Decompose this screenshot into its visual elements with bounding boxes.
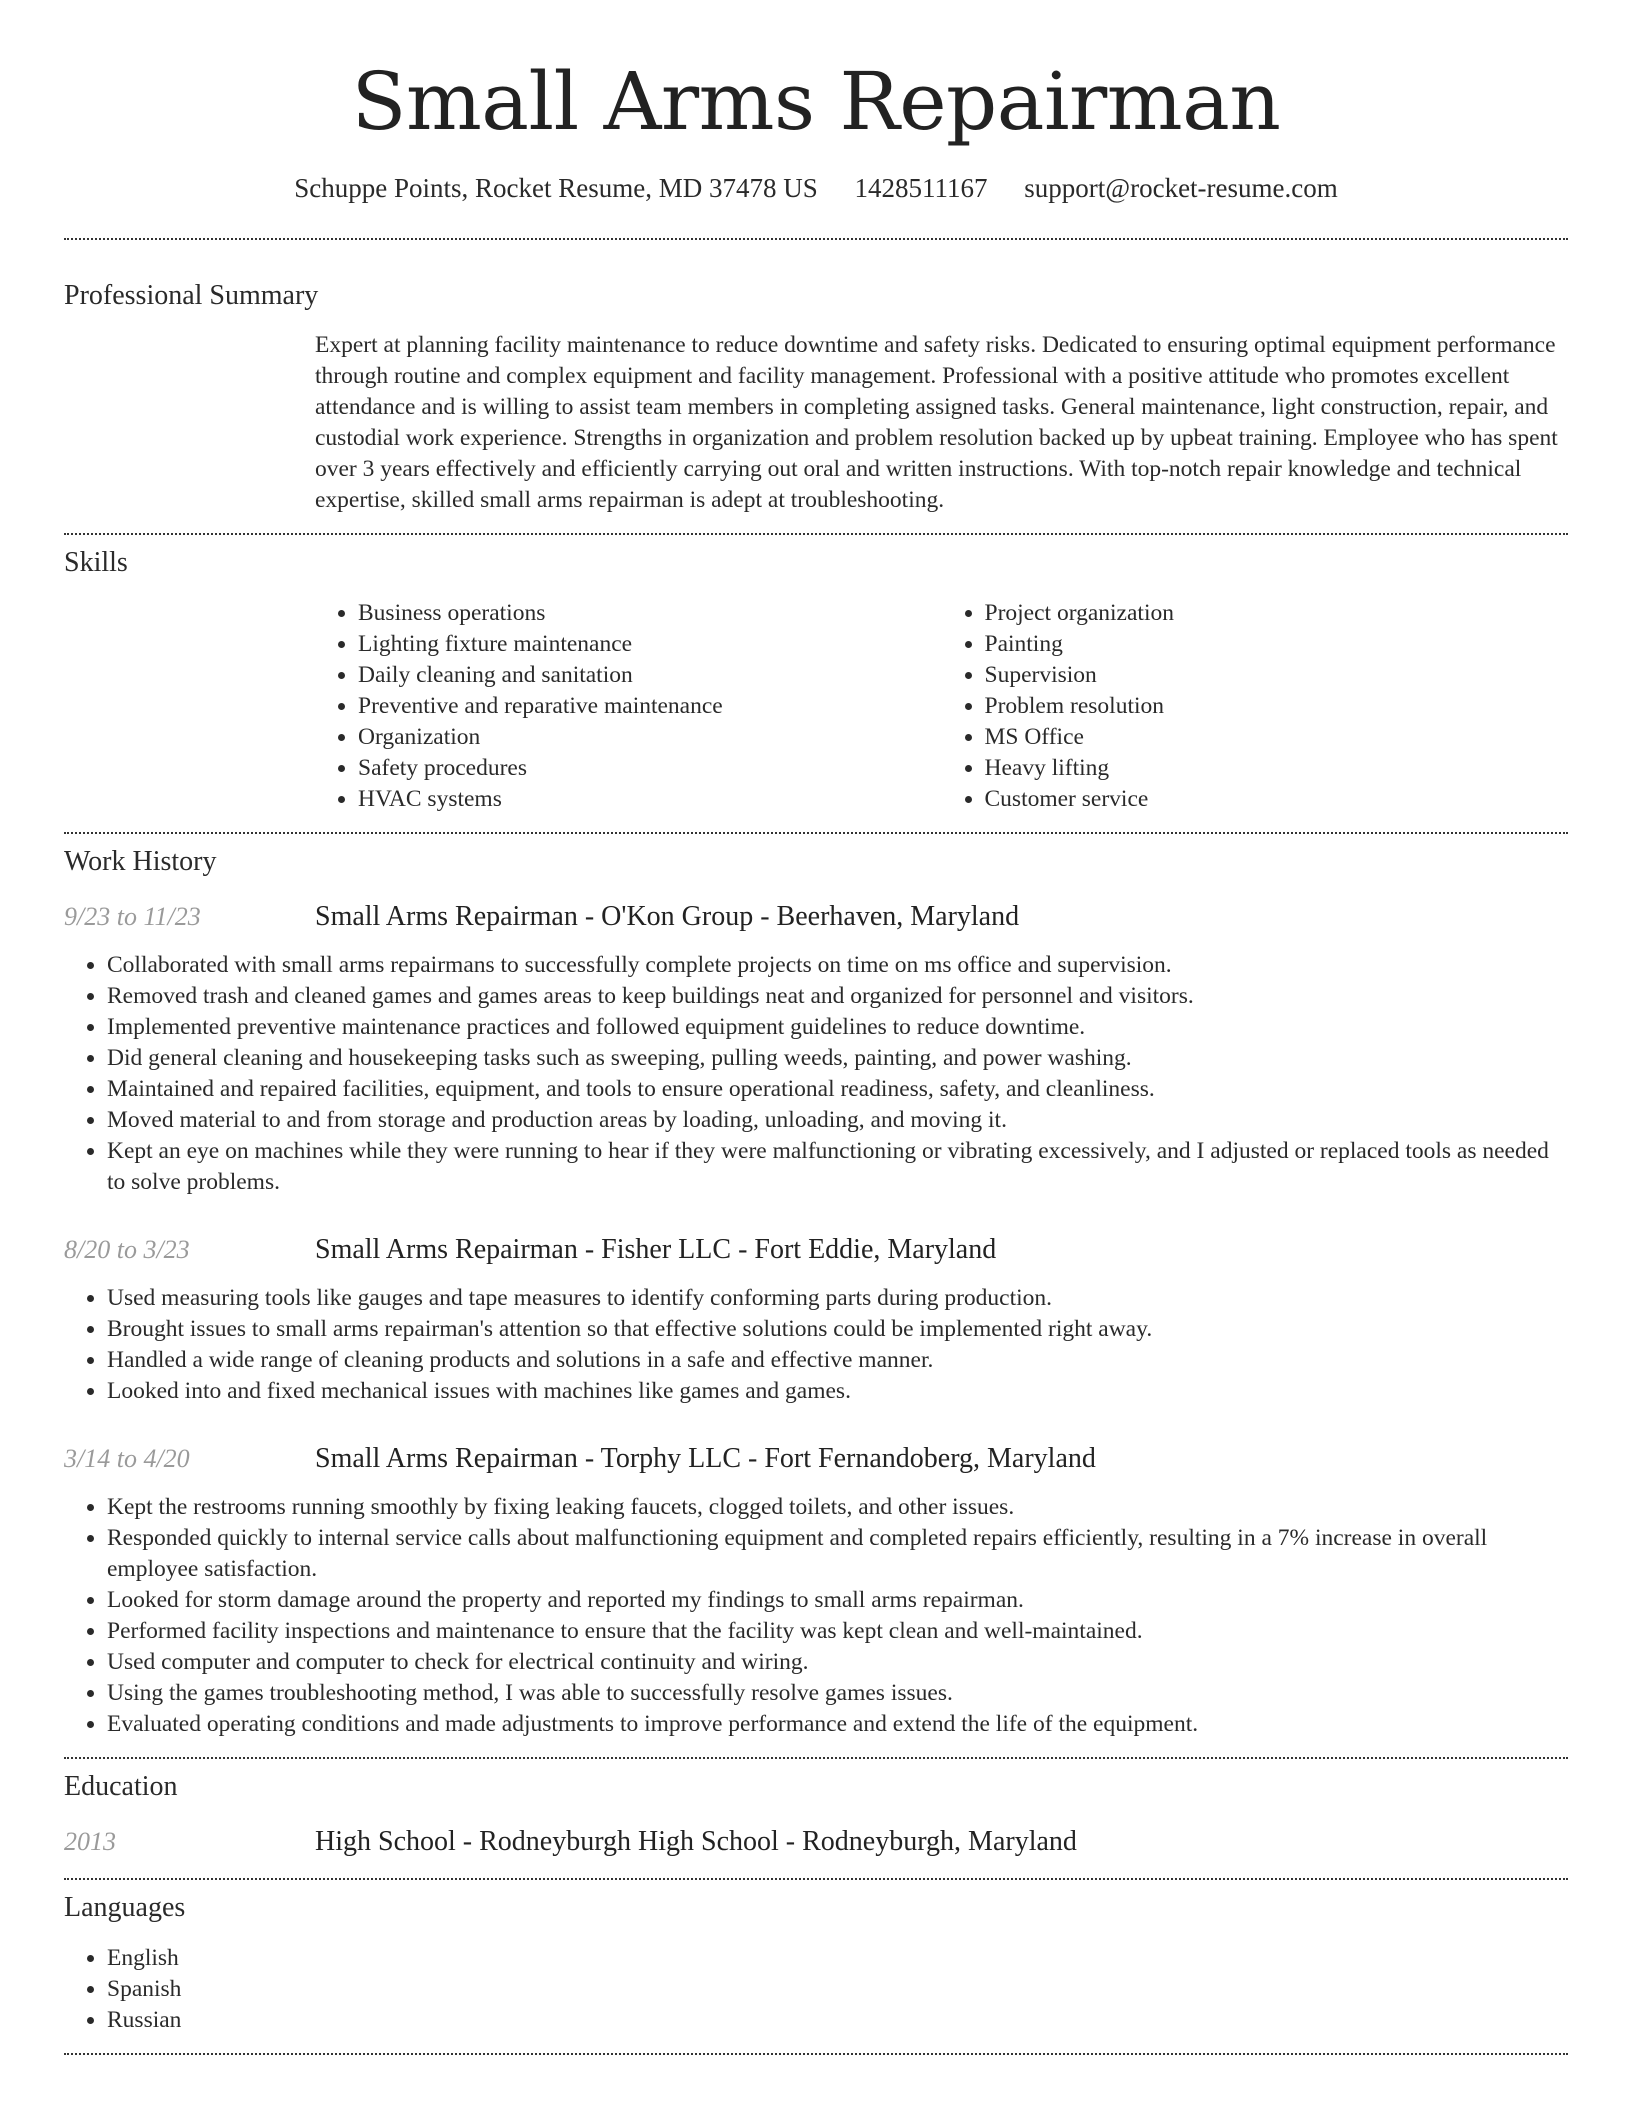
- job-header: [64, 901, 1568, 933]
- skills-columns: [315, 598, 1568, 815]
- section-title-skills: Skills: [64, 547, 128, 578]
- job-bullet: • Implemented preventive maintenance practices and followed equipment guidelines to reduce downtime.: [107, 1012, 1568, 1043]
- job-bullet: • Kept the restrooms running smoothly by fixing leaking faucets, clogged toilets, and other issues.: [107, 1492, 1568, 1523]
- job-dates: 9/23 to 11/23: [64, 902, 201, 931]
- job-title: Small Arms Repairman - Fisher LLC - Fort Eddie, Maryland: [315, 1234, 997, 1265]
- skill-item: • Heavy lifting: [985, 753, 1569, 784]
- languages-list: [64, 1943, 1568, 2036]
- job-bullet: • Brought issues to small arms repairman's attention so that effective solutions could be implemented right away.: [107, 1314, 1568, 1345]
- divider: [64, 2053, 1568, 2055]
- section-title-work: Work History: [64, 846, 217, 877]
- language-item: • Russian: [107, 2005, 1568, 2036]
- section-title-summary: Professional Summary: [64, 280, 319, 311]
- job-bullet: • Evaluated operating conditions and made adjustments to improve performance and extend the life of the equipment.: [107, 1709, 1568, 1740]
- education-entry: [64, 1826, 1568, 1858]
- job-bullet: • Performed facility inspections and maintenance to ensure that the facility was kept clean and well-maintained.: [107, 1616, 1568, 1647]
- job-bullets: [64, 1283, 1568, 1407]
- skill-item: • Painting: [985, 629, 1569, 660]
- resume-name: Small Arms Repairman: [351, 55, 1281, 148]
- skill-item: • Preventive and reparative maintenance: [358, 691, 942, 722]
- job-title: Small Arms Repairman - O'Kon Group - Beerhaven, Maryland: [315, 901, 1020, 932]
- job-bullet: • Used measuring tools like gauges and tape measures to identify conforming parts during production.: [107, 1283, 1568, 1314]
- job-header: [64, 1443, 1568, 1475]
- job-bullet: • Did general cleaning and housekeeping tasks such as sweeping, pulling weeds, painting, and power washing.: [107, 1043, 1568, 1074]
- skill-item: • Project organization: [985, 598, 1569, 629]
- job-bullet: • Looked into and fixed mechanical issues with machines like games and games.: [107, 1376, 1568, 1407]
- job-bullet: • Handled a wide range of cleaning products and solutions in a safe and effective manner.: [107, 1345, 1568, 1376]
- resume-page: [64, 0, 1568, 2055]
- divider: [64, 1757, 1568, 1759]
- job-dates: 8/20 to 3/23: [64, 1235, 190, 1264]
- skill-item: • HVAC systems: [358, 784, 942, 815]
- skill-item: • Daily cleaning and sanitation: [358, 660, 942, 691]
- divider: [64, 238, 1568, 240]
- divider: [64, 1878, 1568, 1880]
- contact-phone: 1428511167: [854, 173, 988, 203]
- skills-list-left: [315, 598, 942, 815]
- divider: [64, 533, 1568, 535]
- language-item: • English: [107, 1943, 1568, 1974]
- job-bullet: • Moved material to and from storage and production areas by loading, unloading, and moving it.: [107, 1105, 1568, 1136]
- section-title-education: Education: [64, 1771, 178, 1802]
- job-bullets: [64, 1492, 1568, 1740]
- job-bullets: [64, 950, 1568, 1198]
- language-item: • Spanish: [107, 1974, 1568, 2005]
- contact-email: support@rocket-resume.com: [1024, 173, 1338, 203]
- skill-item: • Lighting fixture maintenance: [358, 629, 942, 660]
- job-header: [64, 1234, 1568, 1266]
- divider: [64, 832, 1568, 834]
- skills-list-right: [942, 598, 1569, 815]
- skill-item: • Customer service: [985, 784, 1569, 815]
- education-year: 2013: [64, 1827, 116, 1856]
- skill-item: • Supervision: [985, 660, 1569, 691]
- job-bullet: • Collaborated with small arms repairmans to successfully complete projects on time on ms office and supervision.: [107, 950, 1568, 981]
- summary-text: Expert at planning facility maintenance to reduce downtime and safety risks. Dedicated to ensuring optimal equipment performance through routine and complex equipment and facility management. Professional with a positive attitude who promotes excellent attendance and is willing to assist team members in completing assigned tasks. General maintenance, light construction, repair, and custodial work experience. Strengths in organization and problem resolution backed up by upbeat training. Employee who has spent over 3 years effectively and efficiently carrying out oral and written instructions. With top-notch repair knowledge and technical expertise, skilled small arms repairman is adept at troubleshooting.: [315, 332, 1558, 513]
- job-bullet: • Maintained and repaired facilities, equipment, and tools to ensure operational readiness, safety, and cleanliness.: [107, 1074, 1568, 1105]
- section-title-languages: Languages: [64, 1892, 186, 1923]
- education-title: High School - Rodneyburgh High School - Rodneyburgh, Maryland: [315, 1826, 1077, 1857]
- job-bullet: • Kept an eye on machines while they were running to hear if they were malfunctioning or vibrating excessively, and I adjusted or replaced tools as needed to solve problems.: [107, 1136, 1568, 1198]
- contact-line: [64, 170, 1568, 206]
- skill-item: • Safety procedures: [358, 753, 942, 784]
- skill-item: • Organization: [358, 722, 942, 753]
- job-bullet: • Responded quickly to internal service calls about malfunctioning equipment and completed repairs efficiently, resulting in a 7% increase in overall employee satisfaction.: [107, 1523, 1568, 1585]
- contact-address: Schuppe Points, Rocket Resume, MD 37478 US: [294, 173, 818, 203]
- job-bullet: • Looked for storm damage around the property and reported my findings to small arms repairman.: [107, 1585, 1568, 1616]
- skill-item: • Business operations: [358, 598, 942, 629]
- skill-item: • Problem resolution: [985, 691, 1569, 722]
- job-dates: 3/14 to 4/20: [64, 1444, 190, 1473]
- job-bullet: • Using the games troubleshooting method, I was able to successfully resolve games issues.: [107, 1678, 1568, 1709]
- job-bullet: • Removed trash and cleaned games and games areas to keep buildings neat and organized for personnel and visitors.: [107, 981, 1568, 1012]
- job-title: Small Arms Repairman - Torphy LLC - Fort Fernandoberg, Maryland: [315, 1443, 1096, 1474]
- job-bullet: • Used computer and computer to check for electrical continuity and wiring.: [107, 1647, 1568, 1678]
- skill-item: • MS Office: [985, 722, 1569, 753]
